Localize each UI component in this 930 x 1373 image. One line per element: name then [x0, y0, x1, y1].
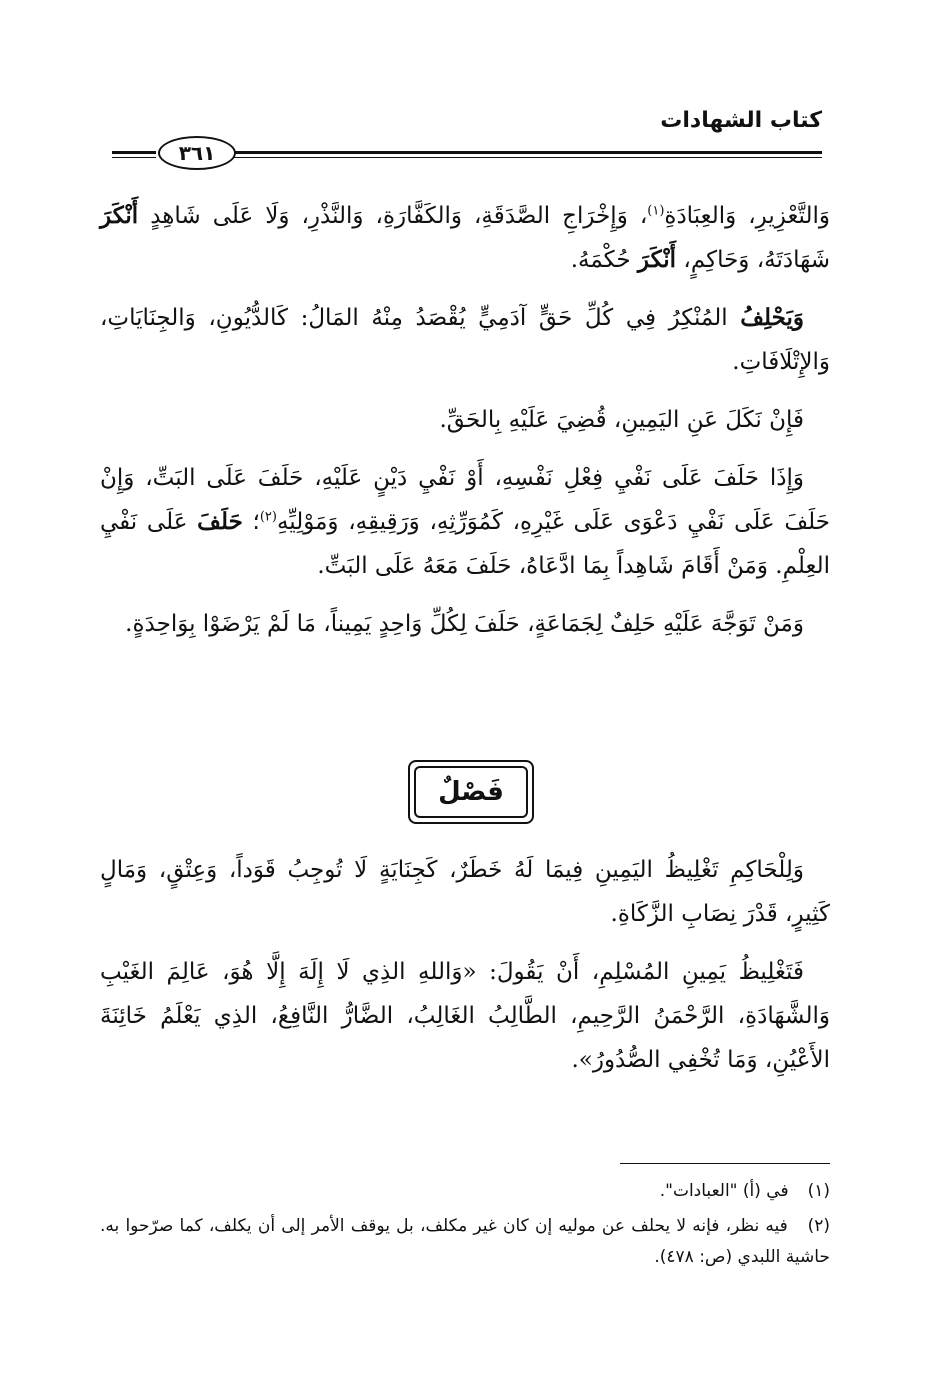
footnote — [100, 1211, 830, 1273]
footnote-divider — [620, 1163, 830, 1164]
page-header — [112, 108, 822, 168]
main-text-continued — [100, 848, 830, 1096]
paragraph: فَإِنْ نَكَلَ عَنِ اليَمِينِ، قُضِيَ عَلَيْهِ بِالحَقِّ. — [439, 407, 804, 433]
text-run: شَهَادَتَهُ، وَحَاكِمٍ، — [676, 247, 830, 273]
bold-term: وَيَحْلِفُ — [740, 304, 804, 331]
main-text — [100, 194, 830, 660]
section-heading: فَصْلٌ — [414, 766, 528, 818]
footnotes — [100, 1176, 830, 1277]
footnote-text: فيه نظر، فإنه لا يحلف عن موليه إن كان غير مكلف، بل يوقف الأمر إلى أن يكلف، كما صرّحوا به. حاشية اللبدي (ص: ٤٧٨). — [100, 1216, 830, 1267]
paragraph: وَمَنْ تَوَجَّهَ عَلَيْهِ حَلِفٌ لِجَمَاعَةٍ، حَلَفَ لِكُلِّ وَاحِدٍ يَمِيناً، مَا لَمْ يَرْضَوْا بِوَاحِدَةٍ. — [125, 611, 804, 637]
footnote — [100, 1176, 830, 1207]
header-rule — [234, 157, 822, 158]
footnote-number: (٢) — [807, 1216, 830, 1236]
section-heading-frame — [408, 760, 534, 824]
page-number: ٣٦١ — [158, 136, 236, 170]
header-rule — [112, 151, 156, 154]
footnote-ref[interactable]: (٢) — [259, 509, 277, 525]
bold-term: أَنْكَرَ — [637, 246, 677, 273]
header-rule — [234, 151, 822, 154]
paragraph — [100, 296, 830, 384]
bold-term: حَلَفَ — [197, 508, 243, 535]
paragraph: فَتَغْلِيظُ يَمِينِ المُسْلِمِ، أَنْ يَقُولَ: «وَاللهِ الذِي لَا إِلَهَ إِلَّا هُوَ، عَالِمَ الغَيْبِ وَالشَّهَادَةِ، الرَّحْمَنُ الرَّحِيمِ، الطَّالِبُ الغَالِبُ، الضَّارُّ النَّافِعُ، الذِي يَعْلَمُ خَائِنَةَ الأَعْيُنِ، وَمَا تُخْفِي الصُّدُورُ». — [100, 959, 830, 1073]
text-run: وَالتَّعْزِيرِ، وَالعِبَادَةِ — [664, 203, 830, 229]
paragraph — [100, 194, 830, 282]
text-run: عَلَى نَفْيِ العِلْمِ. وَمَنْ أَقَامَ شَاهِداً بِمَا ادَّعَاهُ، حَلَفَ مَعَهُ عَلَى البَتِّ. — [100, 509, 830, 579]
text-run: وَإِذَا حَلَفَ عَلَى نَفْيِ فِعْلِ نَفْسِهِ، أَوْ نَفْيِ دَيْنٍ عَلَيْهِ، حَلَفَ عَلَى البَتِّ، وَإِنْ حَلَفَ عَلَى نَفْيِ دَعْوَى عَلَى غَيْرِهِ، كَمُوَرِّثِهِ، وَرَقِيقِهِ، وَمَوْلِيِّهِ — [100, 465, 830, 535]
footnote-text: في (أ) "العبادات". — [659, 1181, 789, 1201]
footnote-ref[interactable]: (١) — [647, 203, 665, 219]
paragraph — [100, 456, 830, 588]
book-title: كتاب الشهادات — [660, 108, 822, 133]
text-run: ، وَإِخْرَاجِ الصَّدَقَةِ، وَالكَفَّارَةِ، وَالنَّذْرِ، وَلَا عَلَى شَاهِدٍ — [138, 203, 648, 229]
header-rule — [112, 157, 156, 158]
text-run: حُكْمَهُ. — [570, 247, 638, 273]
text-run: المُنْكِرُ فِي كُلِّ حَقٍّ آدَمِيٍّ يُقْصَدُ مِنْهُ المَالُ: كَالدُّيُونِ، وَالجِنَايَاتِ، وَالإِتْلَافَاتِ. — [100, 305, 830, 375]
paragraph: وَلِلْحَاكِمِ تَغْلِيظُ اليَمِينِ فِيمَا لَهُ خَطَرٌ، كَجِنَايَةٍ لَا تُوجِبُ قَوَداً، وَعِتْقٍ، وَمَالٍ كَثِيرٍ، قَدْرَ نِصَابِ الزَّكَاةِ. — [100, 857, 830, 927]
footnote-number: (١) — [807, 1181, 830, 1201]
text-run: ؛ — [242, 509, 260, 535]
bold-term: أَنْكَرَ — [100, 202, 139, 229]
